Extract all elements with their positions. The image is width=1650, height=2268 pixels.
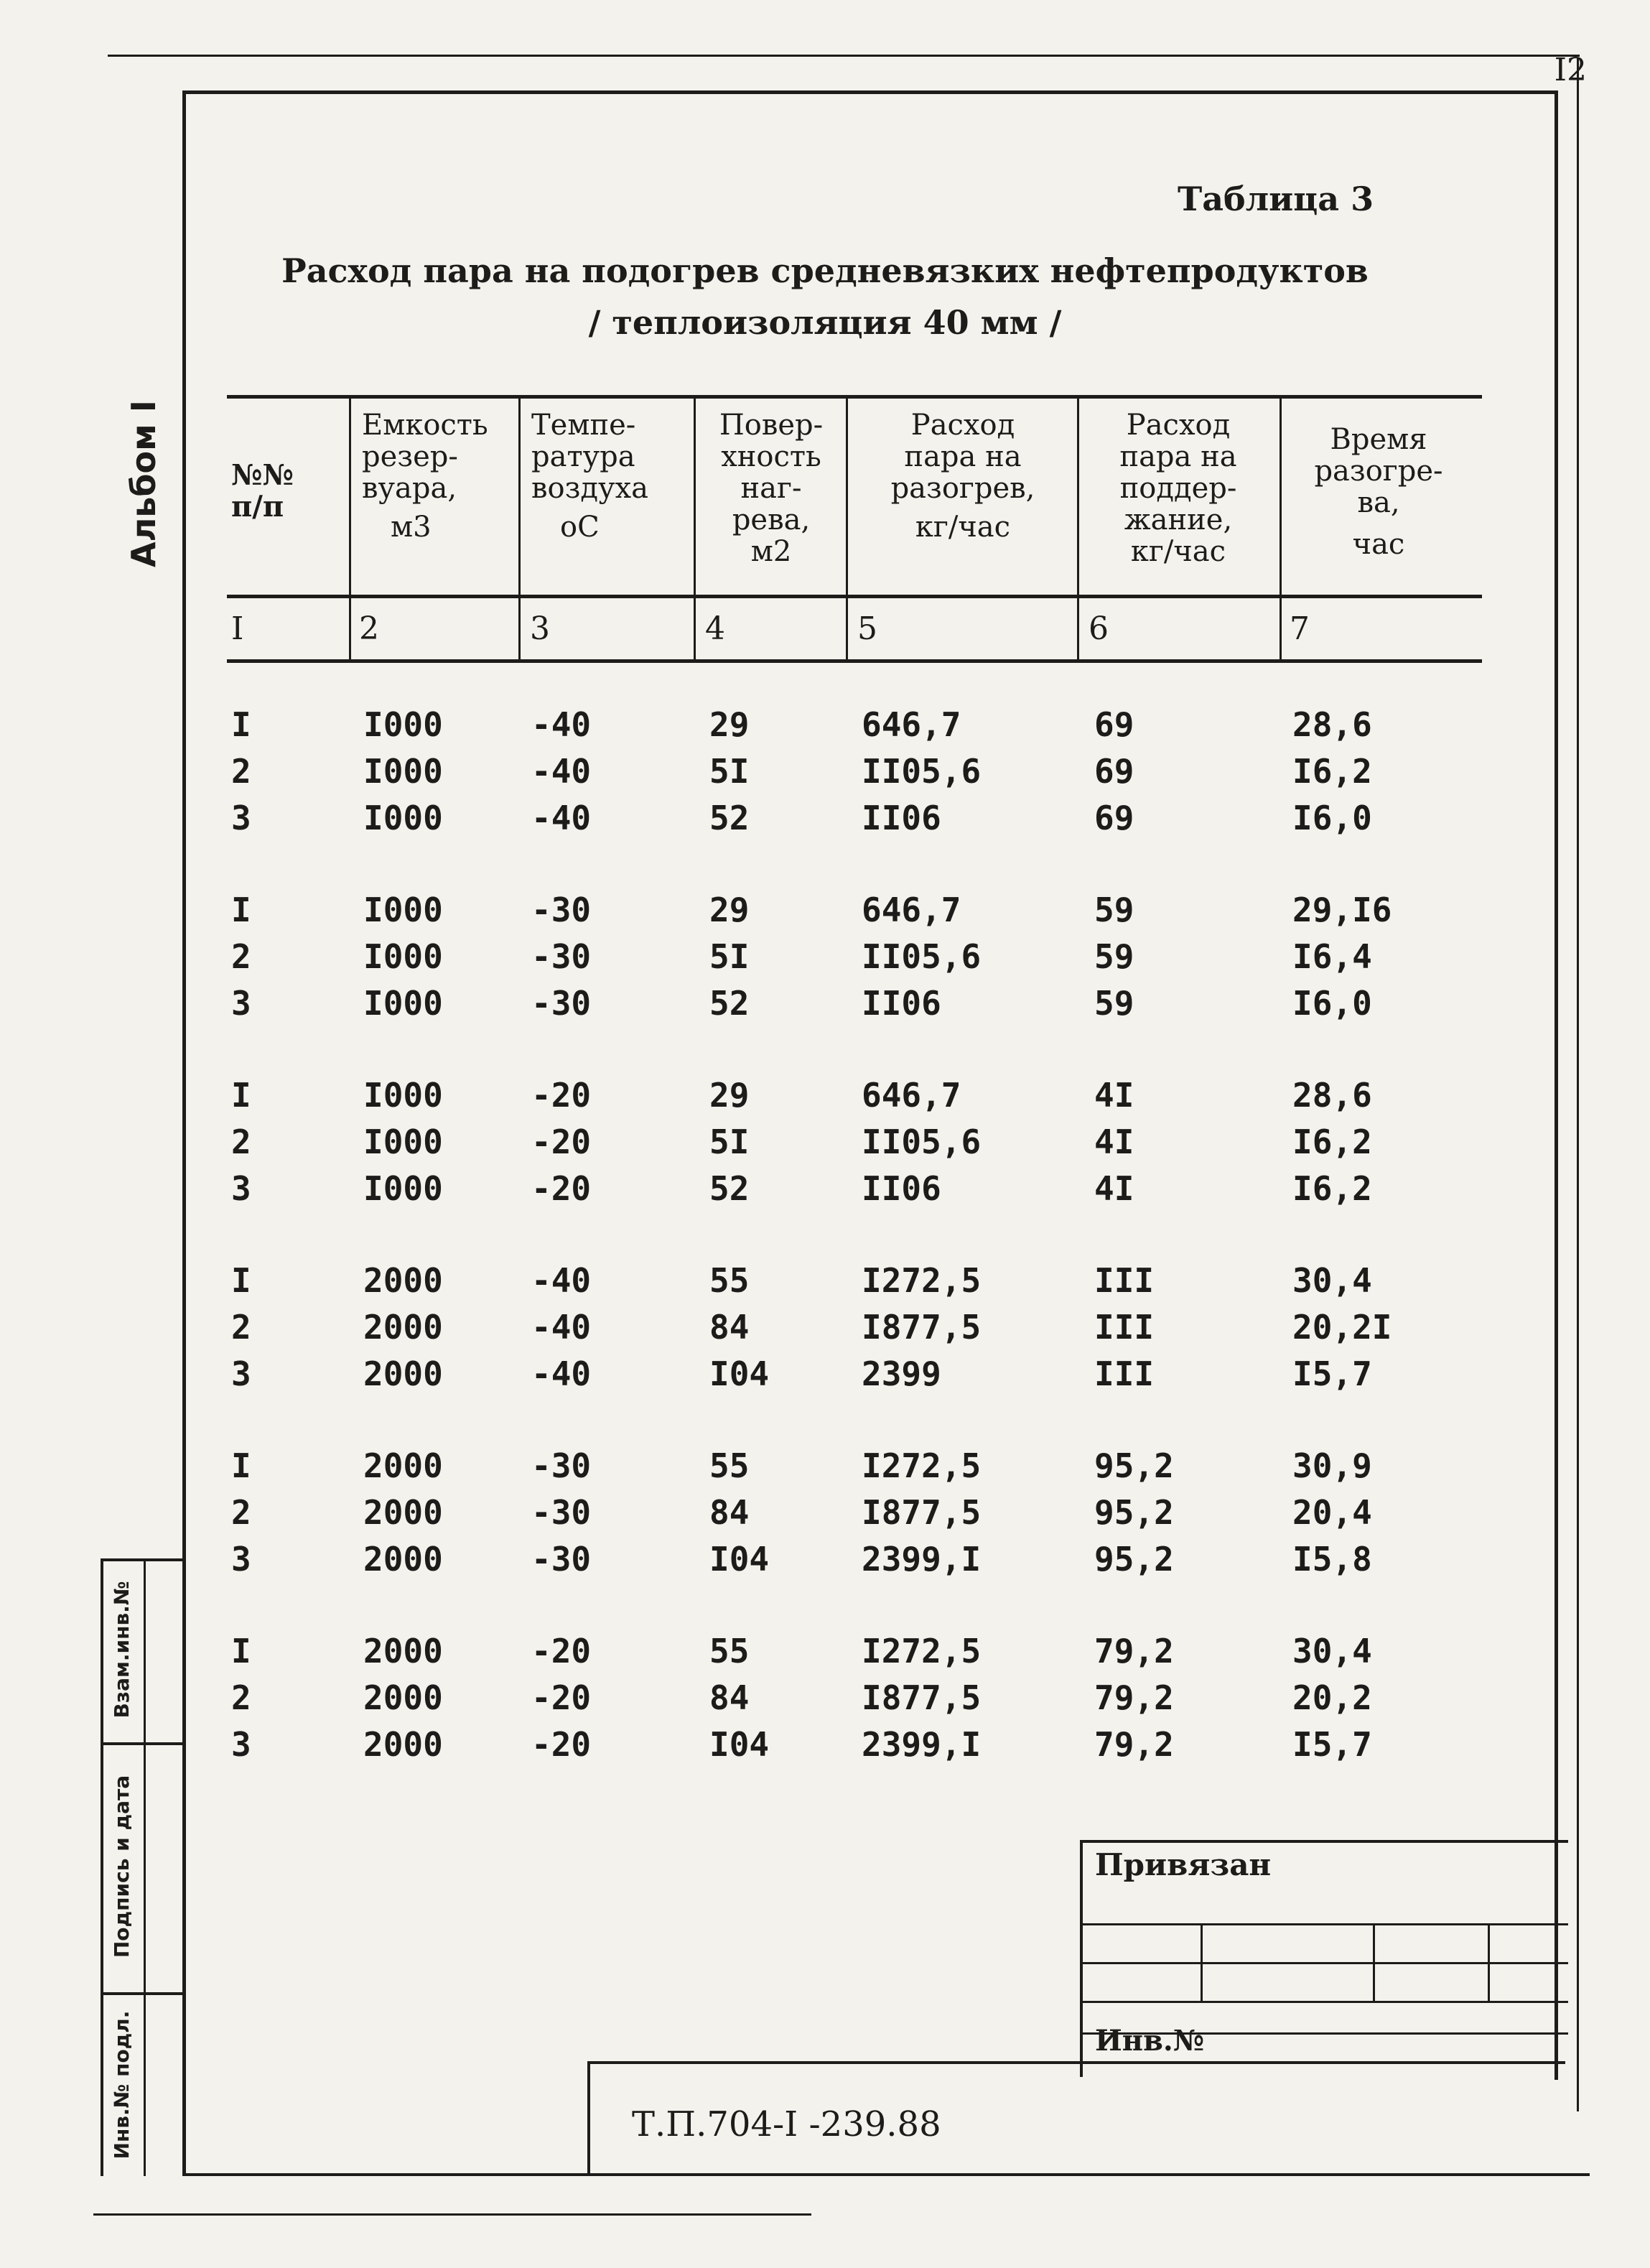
cell-capacity: 2000 <box>363 1725 443 1764</box>
cell-maintenance-steam: III <box>1094 1261 1155 1300</box>
cell-temperature: -20 <box>531 1076 592 1115</box>
cell-heating-steam: 2399 <box>862 1354 941 1393</box>
cell-capacity: 2000 <box>363 1540 443 1579</box>
table-row <box>0 1354 1650 1398</box>
cell-heating-time: I6,2 <box>1292 1169 1372 1208</box>
header-capacity-unit: м3 <box>391 511 432 544</box>
cell-heating-time: 30,9 <box>1292 1446 1372 1485</box>
margin-field-signature-date: Подпись и дата <box>110 1775 134 1958</box>
cell-number: 3 <box>231 1169 251 1208</box>
cell-maintenance-steam: 69 <box>1094 705 1134 744</box>
cell-heating-steam: II06 <box>862 799 941 837</box>
cell-heating-steam: I877,5 <box>862 1493 982 1532</box>
margin-box-inner <box>144 1558 146 2176</box>
cell-capacity: I000 <box>363 1169 443 1208</box>
header-maintenance-line-3: поддер- <box>1119 472 1237 505</box>
header-maintenance-steam <box>1081 409 1275 567</box>
header-temperature-line-1: Темпе- <box>531 409 636 442</box>
cell-surface: 29 <box>709 705 750 744</box>
cell-number: I <box>231 1446 251 1485</box>
cell-surface: 52 <box>709 799 750 837</box>
cell-capacity: I000 <box>363 891 443 929</box>
cell-heating-time: I6,2 <box>1292 752 1372 791</box>
table-row <box>0 1678 1650 1721</box>
header-heating-line-1: Расход <box>910 409 1015 442</box>
cell-surface: 52 <box>709 984 750 1023</box>
cell-temperature: -40 <box>531 705 592 744</box>
cell-capacity: I000 <box>363 705 443 744</box>
cell-surface: 29 <box>709 1076 750 1115</box>
cell-number: I <box>231 1076 251 1115</box>
cell-capacity: I000 <box>363 1123 443 1161</box>
column-number: 2 <box>359 610 379 647</box>
cell-number: 2 <box>231 752 251 791</box>
table-top-rule <box>227 395 1482 399</box>
cell-heating-time: I5,7 <box>1292 1725 1372 1764</box>
margin-field-replace-inv: Взам.инв.№ <box>110 1581 134 1719</box>
stamp-col-line <box>1201 1923 1203 2002</box>
cell-heating-time: I6,4 <box>1292 937 1372 976</box>
cell-capacity: I000 <box>363 984 443 1023</box>
cell-heating-steam: I272,5 <box>862 1446 982 1485</box>
cell-surface: 5I <box>709 937 750 976</box>
cell-maintenance-steam: 69 <box>1094 752 1134 791</box>
header-surface-line-1: Повер- <box>719 409 824 442</box>
cell-temperature: -30 <box>531 937 592 976</box>
column-number: 7 <box>1290 610 1310 647</box>
cell-temperature: -30 <box>531 1540 592 1579</box>
cell-temperature: -20 <box>531 1123 592 1161</box>
cell-capacity: I000 <box>363 1076 443 1115</box>
margin-field-original-inv: Инв.№ подл. <box>110 2010 134 2160</box>
cell-capacity: I000 <box>363 752 443 791</box>
header-time-line-1: Время <box>1330 423 1427 456</box>
cell-surface: 84 <box>709 1493 750 1532</box>
cell-heating-steam: II06 <box>862 1169 941 1208</box>
cell-temperature: -40 <box>531 1354 592 1393</box>
stamp-bound-label: Привязан <box>1095 1847 1272 1882</box>
cell-heating-steam: II05,6 <box>862 1123 982 1161</box>
column-number: 3 <box>530 610 550 647</box>
col-divider <box>694 396 696 662</box>
cell-maintenance-steam: 69 <box>1094 799 1134 837</box>
cell-heating-time: I6,2 <box>1292 1123 1372 1161</box>
frame-top <box>184 90 1558 94</box>
cell-heating-time: 30,4 <box>1292 1261 1372 1300</box>
cell-surface: 5I <box>709 752 750 791</box>
header-heating-line-2: пара на <box>904 440 1022 473</box>
table-row <box>0 1169 1650 1212</box>
cell-surface: 5I <box>709 1123 750 1161</box>
top-rule <box>108 55 1580 57</box>
frame-bottom <box>182 2173 1590 2176</box>
cell-heating-time: 20,2 <box>1292 1678 1372 1717</box>
table-row <box>0 1446 1650 1489</box>
cell-maintenance-steam: III <box>1094 1354 1155 1393</box>
colnum-bottom-rule <box>227 659 1482 663</box>
cell-heating-time: 29,I6 <box>1292 891 1392 929</box>
cell-number: 3 <box>231 1540 251 1579</box>
cell-heating-steam: 646,7 <box>862 705 961 744</box>
cell-surface: I04 <box>709 1354 770 1393</box>
cell-maintenance-steam: 4I <box>1094 1169 1134 1208</box>
header-heating-unit: кг/час <box>915 511 1011 544</box>
header-temperature <box>531 409 689 543</box>
header-surface-line-2: хность <box>721 440 821 473</box>
header-surface-line-4: рева, <box>732 503 811 536</box>
table-row <box>0 752 1650 795</box>
header-surface-unit: м2 <box>750 535 792 568</box>
header-time-line-2: разогре- <box>1314 455 1443 488</box>
column-number: 6 <box>1089 610 1109 647</box>
cell-maintenance-steam: 95,2 <box>1094 1540 1174 1579</box>
cell-temperature: -20 <box>531 1632 592 1670</box>
cell-heating-time: I5,8 <box>1292 1540 1372 1579</box>
cell-heating-time: I6,0 <box>1292 799 1372 837</box>
cell-temperature: -40 <box>531 752 592 791</box>
header-temperature-unit: оС <box>560 511 600 544</box>
cell-maintenance-steam: 95,2 <box>1094 1446 1174 1485</box>
header-maintenance-line-1: Расход <box>1126 409 1231 442</box>
cell-capacity: 2000 <box>363 1308 443 1347</box>
cell-temperature: -30 <box>531 891 592 929</box>
header-temperature-line-3: воздуха <box>531 472 648 505</box>
header-surface-line-3: наг- <box>740 472 802 505</box>
cell-temperature: -20 <box>531 1169 592 1208</box>
title-block-top <box>589 2061 1565 2064</box>
cell-capacity: I000 <box>363 937 443 976</box>
cell-number: I <box>231 1632 251 1670</box>
cell-temperature: -40 <box>531 799 592 837</box>
cell-maintenance-steam: 79,2 <box>1094 1725 1174 1764</box>
header-maintenance-unit: кг/час <box>1130 535 1226 568</box>
cell-heating-steam: 646,7 <box>862 1076 961 1115</box>
cell-surface: I04 <box>709 1725 770 1764</box>
cell-heating-steam: II05,6 <box>862 752 982 791</box>
header-capacity <box>362 409 513 543</box>
stamp-top <box>1080 1840 1568 1843</box>
cell-number: 2 <box>231 1493 251 1532</box>
cell-temperature: -30 <box>531 984 592 1023</box>
cell-number: 3 <box>231 1354 251 1393</box>
header-maintenance-line-4: жание, <box>1124 503 1233 536</box>
cell-maintenance-steam: 95,2 <box>1094 1493 1174 1532</box>
cell-heating-time: I6,0 <box>1292 984 1372 1023</box>
table-row <box>0 1725 1650 1768</box>
cell-heating-time: 20,2I <box>1292 1308 1392 1347</box>
cell-heating-steam: II05,6 <box>862 937 982 976</box>
header-surface <box>698 409 844 567</box>
stamp-col-line <box>1488 1923 1490 2002</box>
cell-surface: I04 <box>709 1540 770 1579</box>
cell-heating-time: 30,4 <box>1292 1632 1372 1670</box>
column-number: I <box>231 610 244 647</box>
header-heating-line-3: разогрев, <box>890 472 1035 505</box>
column-number: 5 <box>857 610 877 647</box>
stamp-left <box>1080 1840 1083 2077</box>
table-row <box>0 1493 1650 1536</box>
cell-capacity: 2000 <box>363 1354 443 1393</box>
stamp-row-line <box>1080 2001 1568 2003</box>
cell-heating-steam: 646,7 <box>862 891 961 929</box>
table-row <box>0 937 1650 980</box>
table-row <box>0 1632 1650 1675</box>
table-row <box>0 1540 1650 1583</box>
table-row <box>0 799 1650 842</box>
table-row <box>0 1261 1650 1304</box>
cell-heating-steam: 2399,I <box>862 1725 982 1764</box>
cell-temperature: -40 <box>531 1308 592 1347</box>
col-divider <box>518 396 521 662</box>
table-row <box>0 1308 1650 1351</box>
stamp-inv-label: Инв.№ <box>1095 2024 1205 2058</box>
header-number-line-1: №№ <box>231 458 294 492</box>
table-row <box>0 1123 1650 1166</box>
cell-heating-steam: I272,5 <box>862 1261 982 1300</box>
col-divider <box>1280 396 1282 662</box>
cell-temperature: -30 <box>531 1446 592 1485</box>
cell-heating-steam: I877,5 <box>862 1678 982 1717</box>
table-row <box>0 984 1650 1027</box>
col-divider <box>846 396 848 662</box>
table-row <box>0 1076 1650 1119</box>
table-row <box>0 891 1650 934</box>
table-row <box>0 705 1650 748</box>
cell-temperature: -20 <box>531 1725 592 1764</box>
cell-heating-steam: I877,5 <box>862 1308 982 1347</box>
cell-capacity: 2000 <box>363 1493 443 1532</box>
cell-capacity: I000 <box>363 799 443 837</box>
cell-surface: 84 <box>709 1308 750 1347</box>
header-time-line-3: ва, <box>1357 486 1400 519</box>
cell-maintenance-steam: 4I <box>1094 1076 1134 1115</box>
header-heating-steam <box>852 409 1074 543</box>
cell-number: I <box>231 891 251 929</box>
cell-temperature: -20 <box>531 1678 592 1717</box>
cell-number: I <box>231 1261 251 1300</box>
cell-number: 2 <box>231 1123 251 1161</box>
cell-capacity: 2000 <box>363 1678 443 1717</box>
cell-heating-time: I5,7 <box>1292 1354 1372 1393</box>
cell-capacity: 2000 <box>363 1261 443 1300</box>
cell-number: 2 <box>231 1308 251 1347</box>
table-title: Расход пара на подогрев средневязких нефтепродуктов <box>281 251 1369 290</box>
table-label: Таблица 3 <box>1178 180 1374 218</box>
cell-capacity: 2000 <box>363 1446 443 1485</box>
header-capacity-line-3: вуара, <box>362 472 457 505</box>
cell-number: 2 <box>231 937 251 976</box>
album-label: Альбом I <box>124 400 163 567</box>
cell-heating-time: 20,4 <box>1292 1493 1372 1532</box>
document-code: Т.П.704-I -239.88 <box>632 2104 941 2144</box>
cell-maintenance-steam: 59 <box>1094 891 1134 929</box>
header-capacity-line-2: резер- <box>362 440 458 473</box>
cell-maintenance-steam: 79,2 <box>1094 1632 1174 1670</box>
header-bottom-rule <box>227 595 1482 598</box>
cell-number: 3 <box>231 799 251 837</box>
cell-temperature: -30 <box>531 1493 592 1532</box>
header-time-unit: час <box>1352 528 1405 561</box>
cell-number: I <box>231 705 251 744</box>
cell-surface: 52 <box>709 1169 750 1208</box>
stamp-col-line <box>1373 1923 1375 2002</box>
header-number <box>231 460 294 523</box>
stamp-row-line <box>1080 1962 1568 1964</box>
cell-maintenance-steam: 59 <box>1094 984 1134 1023</box>
cell-surface: 29 <box>709 891 750 929</box>
header-heating-time <box>1285 424 1472 560</box>
cell-surface: 55 <box>709 1446 750 1485</box>
cell-number: 3 <box>231 1725 251 1764</box>
cell-maintenance-steam: III <box>1094 1308 1155 1347</box>
header-number-line-2: п/п <box>231 490 284 524</box>
col-divider <box>1077 396 1079 662</box>
cell-number: 3 <box>231 984 251 1023</box>
header-maintenance-line-2: пара на <box>1119 440 1237 473</box>
header-temperature-line-2: ратура <box>531 440 635 473</box>
cell-capacity: 2000 <box>363 1632 443 1670</box>
cell-heating-steam: 2399,I <box>862 1540 982 1579</box>
cell-surface: 84 <box>709 1678 750 1717</box>
page-bottom-rule <box>93 2213 811 2216</box>
col-divider <box>349 396 351 662</box>
header-capacity-line-1: Емкость <box>362 409 488 442</box>
cell-temperature: -40 <box>531 1261 592 1300</box>
cell-maintenance-steam: 79,2 <box>1094 1678 1174 1717</box>
margin-box-left <box>101 1558 103 2176</box>
table-subtitle: / теплоизоляция 40 мм / <box>588 303 1062 342</box>
cell-heating-time: 28,6 <box>1292 705 1372 744</box>
cell-heating-steam: I272,5 <box>862 1632 982 1670</box>
cell-heating-steam: II06 <box>862 984 941 1023</box>
cell-number: 2 <box>231 1678 251 1717</box>
column-number: 4 <box>705 610 725 647</box>
stamp-row-line <box>1080 1923 1568 1925</box>
cell-heating-time: 28,6 <box>1292 1076 1372 1115</box>
page-number: I2 <box>1554 52 1587 88</box>
cell-maintenance-steam: 59 <box>1094 937 1134 976</box>
title-block-left <box>587 2061 590 2175</box>
cell-maintenance-steam: 4I <box>1094 1123 1134 1161</box>
cell-surface: 55 <box>709 1261 750 1300</box>
cell-surface: 55 <box>709 1632 750 1670</box>
